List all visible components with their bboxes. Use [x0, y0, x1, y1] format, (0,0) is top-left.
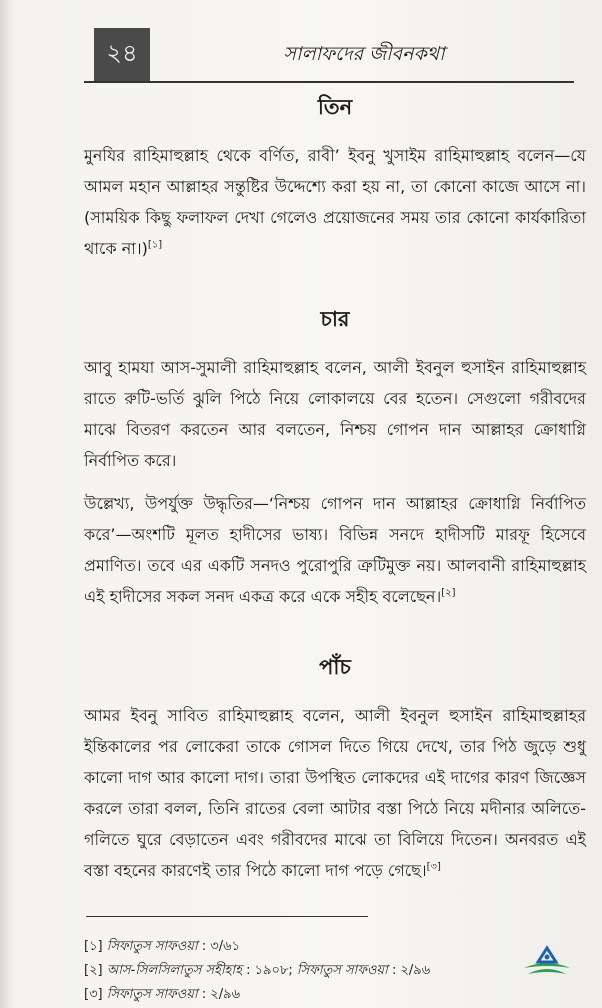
footnote-ref[interactable]: [৩]: [426, 861, 441, 873]
running-title: সালাফদের জীবনকথা: [283, 43, 445, 65]
page-header: [84, 28, 574, 84]
page-body: [84, 92, 586, 1007]
footnote: [১] সিফাতুস সাফওয়া : ৩/৬১: [84, 939, 241, 954]
paragraph: মুনযির রাহিমাহুল্লাহ থেকে বর্ণিত, রাবী’ ইবনু খুসাইম রাহিমাহুল্লাহ বলেন—যে আমল মহান আল্লাহর সন্তুষ্টির উদ্দেশ্যে করা হয় না, তা কোনো কাজে আসে না। (সাময়িক কিছু ফলাফল দেখা গেলেও প্রয়োজনের সময় তার কোনো কার্যকারিতা থাকে না।)[১]: [84, 146, 586, 258]
paragraph: উল্লেখ্য, উপর্যুক্ত উদ্ধৃতির—‘নিশ্চয় গোপন দান আল্লাহর ক্রোধাগ্নি নির্বাপিত করে’—অংশটি মূলত হাদীসের ভাষ্য। বিভিন্ন সনদে হাদীসটি মারফূ হিসেবে প্রমাণিত। তবে এর একটি সনদও পুরোপুরি ত্রুটিমুক্ত নয়। আলবানী রাহিমাহুল্লাহ এই হাদীসের সকল সনদ একত্র করে একে সহীহ বলেছেন।[২]: [84, 494, 586, 606]
header-divider: [84, 81, 574, 83]
publisher-logo-icon: [518, 938, 576, 982]
footnote-ref[interactable]: [১]: [147, 239, 163, 251]
paragraph: আবু হামযা আস-সুমালী রাহিমাহুল্লাহ বলেন, আলী ইবনুল হুসাইন রাহিমাহুল্লাহ রাতে রুটি-ভর্তি ঝুলি পিঠে নিয়ে লোকালয়ে বের হতেন। সেগুলো গরীবদের মাঝে বিতরণ করতেন আর বলতেন, নিশ্চয় গোপন দান আল্লাহর ক্রোধাগ্নি নির্বাপিত করে।: [84, 358, 586, 470]
page-number: ২৪: [94, 28, 150, 82]
footnote: [৩] সিফাতুস সাফওয়া : ২/৯৬: [84, 987, 241, 1002]
paragraph: আমর ইবনু সাবিত রাহিমাহুল্লাহ বলেন, আলী ইবনুল হুসাইন রাহিমাহুল্লাহর ইন্তিকালের পর লোকেরা তাকে গোসল দিতে গিয়ে দেখে, তার পিঠ জুড়ে শুধু কালো দাগ আর কালো দাগ। তারা উপস্থিত লোকদের এই দাগের কারণ জিজ্ঞেস করলে তারা বলল, তিনি রাতের বেলা আটার বস্তা পিঠে নিয়ে মদীনার অলিতে-গলিতে ঘুরে বেড়াতেন এবং গরীবদের মাঝে তা বিলিয়ে দিতেন। অনবরত এই বস্তা বহনের কারণেই তার পিঠে কালো দাগ পড়ে গেছে।[৩]: [84, 706, 586, 880]
section-heading-four: চার: [320, 307, 350, 331]
footnote: [২] আস-সিলসিলাতুস সহীহাহ : ১৯০৮; সিফাতুস সাফওয়া : ২/৯৬: [84, 963, 431, 978]
footnote-divider: [86, 916, 368, 917]
footnote-ref[interactable]: [২]: [441, 587, 456, 599]
section-heading-five: পাঁচ: [319, 655, 351, 679]
section-heading-three: তিন: [317, 95, 353, 119]
